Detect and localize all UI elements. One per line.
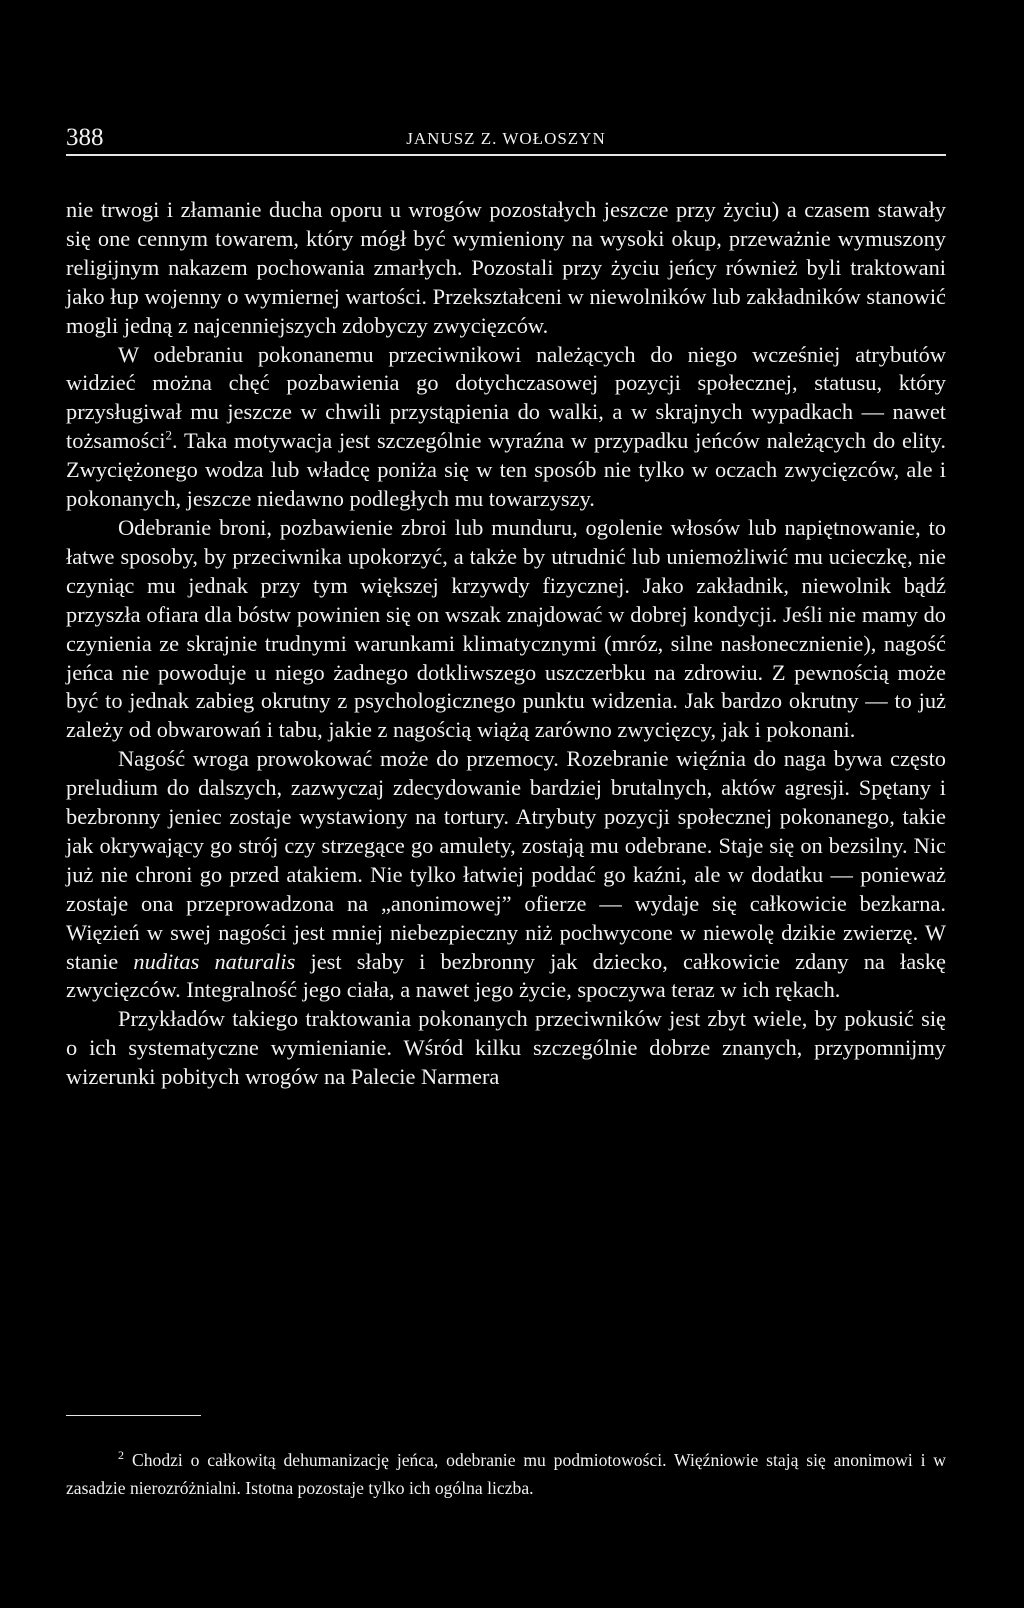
paragraph-5: Przykładów takiego traktowania pokonanych przeciwników jest zbyt wiele, by pokusić się o ich systematyczne wymienianie. Wśród kilku szczególnie dobrze znanych, przypomnijmy wizerunki pobitych wrogów na Palecie Narmera: [66, 1006, 946, 1090]
paragraph-4-text-b: jest słaby i bezbronny jak dziecko, całkowicie zdany na łaskę zwycięzców. Integralność jego ciała, a nawet jego życie, spoczywa teraz w ich rękach.: [66, 948, 946, 1003]
footnote-reference: 2: [165, 427, 172, 443]
page-number: 388: [66, 124, 104, 151]
running-header: [66, 124, 946, 156]
paragraph-4-text-a: Nagość wroga prowokować może do przemocy. Rozebranie więźnia do naga bywa często preludium do dalszych, zazwyczaj zdecydowanie bardziej brutalnych, aktów agresji. Spętany i bezbronny jeniec zostaje wystawiony na tortury. Atrybuty pozycji społecznej pokonanego, takie jak okrywający go strój czy strzegące go amulety, zostają mu odebrane. Staje się on bezsilny. Nic już nie chroni go przed atakiem. Nie tylko łatwiej poddać go kaźni, ale w dodatku — ponieważ zostaje ona przeprowadzona na „anonimowej” ofierze — wydaje się całkowicie bezkarna. Więzień w swej nagości jest mniej niebezpieczny niż pochwycone w niewolę dzikie zwierzę. W stanie: [66, 746, 946, 974]
footnote-text: Chodzi o całkowitą dehumanizację jeńca, odebranie mu podmiotowości. Więźniowie stają się anonimowi i w zasadzie nierozróżnialni. Istotna pozostaje tylko ich ogólna liczba.: [66, 1450, 946, 1498]
paragraph-1: nie trwogi i złamanie ducha oporu u wrogów pozostałych jeszcze przy życiu) a czasem stawały się one cennym towarem, który mógł być wymieniony na wysoki okup, przeważnie wymuszony religijnym nakazem pochowania zmarłych. Pozostali przy życiu jeńcy również byli traktowani jako łup wojenny o wymiernej wartości. Przekształceni w niewolników lub zakładników stanowić mogli jedną z najcenniejszych zdobyczy zwycięzców.: [66, 197, 946, 338]
paragraph-4: [66, 745, 946, 1005]
footnote-number: 2: [118, 1448, 124, 1463]
footnote: [66, 1446, 946, 1502]
footnote-separator: [66, 1415, 201, 1416]
latin-term: nuditas naturalis: [133, 948, 296, 974]
paragraph-2-text-a: W odebraniu pokonanemu przeciwnikowi należących do niego wcześniej atrybutów widzieć można chęć pozbawienia go dotychczasowej pozycji społecznej, statusu, który przysługiwał mu jeszcze w chwili przystąpienia do walki, a w skrajnych wypadkach — nawet tożsamości: [66, 341, 946, 454]
paragraph-3: Odebranie broni, pozbawienie zbroi lub munduru, ogolenie włosów lub napiętnowanie, to łatwe sposoby, by przeciwnika upokorzyć, a także by utrudnić lub uniemożliwić mu ucieczkę, nie czyniąc mu jednak przy tym większej krzywdy fizycznej. Jako zakładnik, niewolnik bądź przyszła ofiara dla bóstw powinien się on wszak znajdować w dobrej kondycji. Jeśli nie mamy do czynienia ze skrajnie trudnymi warunkami klimatycznymi (mróz, silne nasłonecznienie), nagość jeńca nie powoduje u niego żadnego dotkliwszego uszczerbku na zdrowiu. Z pewnością może być to jednak zabieg okrutny z psychologicznego punktu widzenia. Jak bardzo okrutny — to już zależy od obwarowań i tabu, jakie z nagością wiążą zarówno zwycięzcy, jak i pokonani.: [66, 514, 946, 743]
paragraph-2: [66, 341, 946, 514]
main-text: [66, 196, 946, 1092]
running-head-author: JANUSZ Z. WOŁOSZYN: [406, 129, 606, 148]
paragraph-2-text-b: . Taka motywacja jest szczególnie wyraźna w przypadku jeńców należących do elity. Zwyciężonego wodza lub władcę poniża się w ten sposób nie tylko w oczach zwycięzców, ale i pokonanych, jeszcze niedawno podległych mu towarzyszy.: [66, 428, 946, 512]
